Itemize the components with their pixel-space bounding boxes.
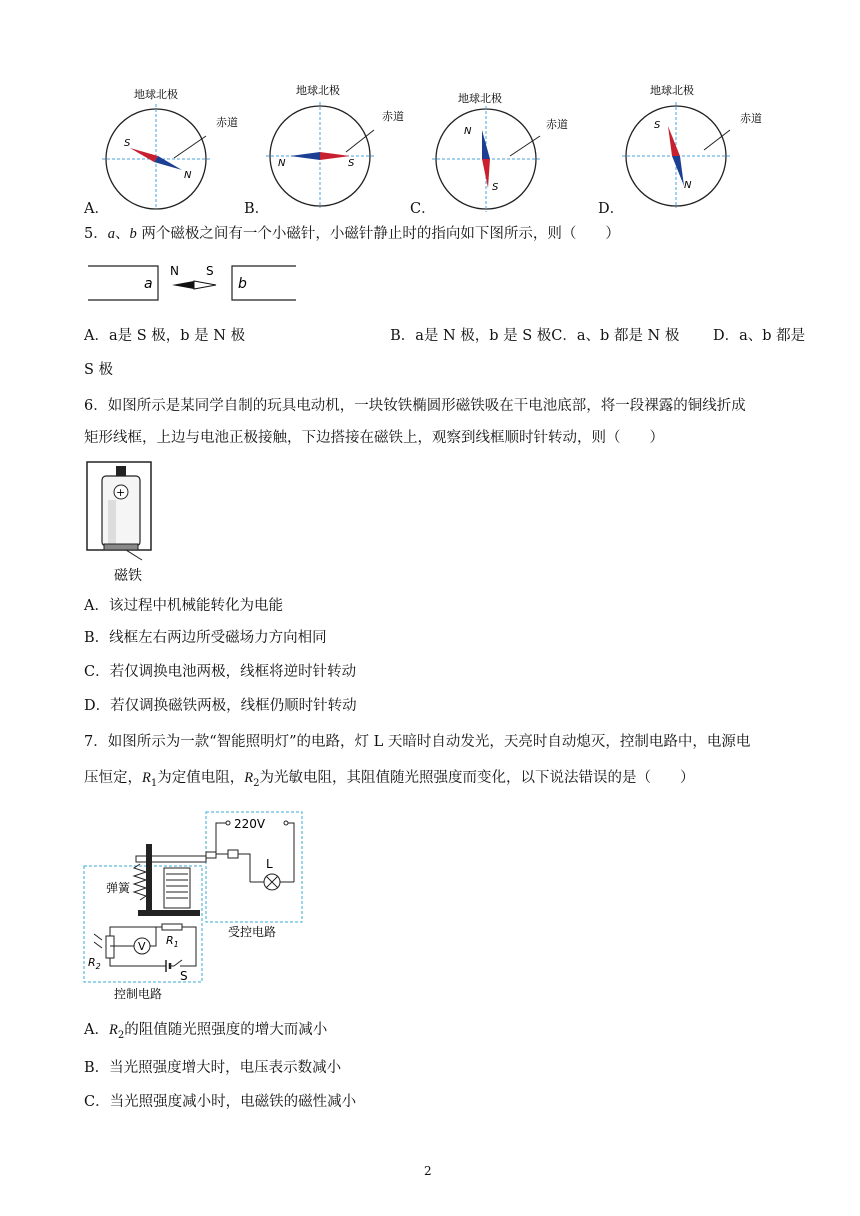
q6-option-d: D．若仅调换磁铁两极，线框仍顺时针转动 (84, 698, 357, 714)
magnet-a-label: a (144, 276, 153, 292)
q7-circuit-figure (82, 806, 312, 1004)
q6-option-a: A．该过程中机械能转化为电能 (84, 598, 283, 614)
bottom-pole: S (492, 182, 499, 193)
right-pole: S (348, 158, 355, 169)
voltage-label: 220V (234, 817, 266, 831)
r1-label: $R_1$ (166, 934, 179, 949)
q6-option-b: B．线框左右两边所受磁场力方向相同 (84, 630, 327, 646)
q5-stem: 5．a、b 两个磁极之间有一个小磁针，小磁针静止时的指向如下图所示，则（ ） (84, 226, 620, 242)
q4-option-c-letter: C． (410, 201, 436, 217)
q7-option-a: A．$R_2$的阻值随光照强度的增大而减小 (84, 1022, 328, 1041)
lamp-label: L (266, 857, 273, 871)
q4-option-b-letter: B． (244, 201, 270, 217)
top-pole: N (464, 126, 472, 137)
equator-label: 赤道 (216, 116, 238, 129)
controlled-circuit-label: 受控电路 (228, 925, 277, 939)
q4-option-b-figure (262, 80, 422, 210)
q7-option-b: B．当光照强度增大时，电压表示数减小 (84, 1060, 342, 1076)
equator-label: 赤道 (546, 118, 568, 131)
spring-label: 弹簧 (106, 881, 131, 895)
north-label: 地球北极 (458, 92, 502, 105)
top-pole: S (654, 120, 661, 131)
north-label: 地球北极 (650, 84, 694, 97)
q4-option-c-figure (430, 86, 590, 216)
plus-sign: + (116, 486, 126, 499)
equator-label: 赤道 (740, 112, 762, 125)
q6-stem-line1: 6．如图所示是某同学自制的玩具电动机，一块钕铁椭圆形磁铁吸在干电池底部，将一段裸露的铜线折成 (84, 398, 746, 414)
r1-symbol: R (142, 770, 151, 786)
magnet-label: 磁铁 (114, 568, 142, 584)
left-pole: N (278, 158, 286, 169)
q7-stem-line2: 压恒定，$R_1$为定值电阻，$R_2$为光敏电阻，其阻值随光照强度而变化，以下说法错误的是（ ） (84, 770, 695, 789)
q6-option-c: C．若仅调换电池两极，线框将逆时针转动 (84, 664, 357, 680)
q4-option-d-letter: D． (598, 201, 625, 217)
q6-motor-figure (84, 458, 194, 586)
q7-stem-line1: 7．如图所示为一款“智能照明灯”的电路，灯 L 天暗时自动发光，天亮时自动熄灭，控制电路中，电源电 (84, 734, 751, 750)
needle-s-label: S (206, 264, 214, 278)
q5-options-line2: S 极 (84, 362, 114, 378)
q5-options-line1: A．a是 S 极，b 是 N 极 B．a是 N 极，b 是 S 极C．a、b 都是 N 极 D．a、b 都是 (84, 328, 806, 344)
equator-label: 赤道 (382, 110, 404, 123)
voltmeter-label: V (138, 940, 146, 953)
page-number: 2 (424, 1164, 432, 1178)
control-circuit-label: 控制电路 (114, 987, 163, 1001)
q4-option-a-figure (96, 82, 256, 212)
q4-option-d-figure (620, 80, 780, 210)
needle-n-label: N (170, 264, 179, 278)
left-pole: S (124, 138, 131, 149)
bottom-pole: N (684, 180, 692, 191)
r2-symbol: R (244, 770, 254, 786)
switch-label: S (180, 969, 188, 983)
q6-stem-line2: 矩形线框，上边与电池正极接触，下边搭接在磁铁上，观察到线框顺时针转动，则（ ） (84, 430, 664, 446)
r2-label: $R_2$ (88, 956, 101, 971)
right-pole: N (184, 170, 192, 181)
q5-figure (88, 260, 308, 306)
north-label: 地球北极 (296, 84, 340, 97)
north-label: 地球北极 (134, 88, 178, 101)
q7-option-c: C．当光照强度减小时，电磁铁的磁性减小 (84, 1094, 357, 1110)
magnet-b-label: b (238, 276, 247, 292)
q4-option-a-letter: A． (84, 201, 109, 217)
